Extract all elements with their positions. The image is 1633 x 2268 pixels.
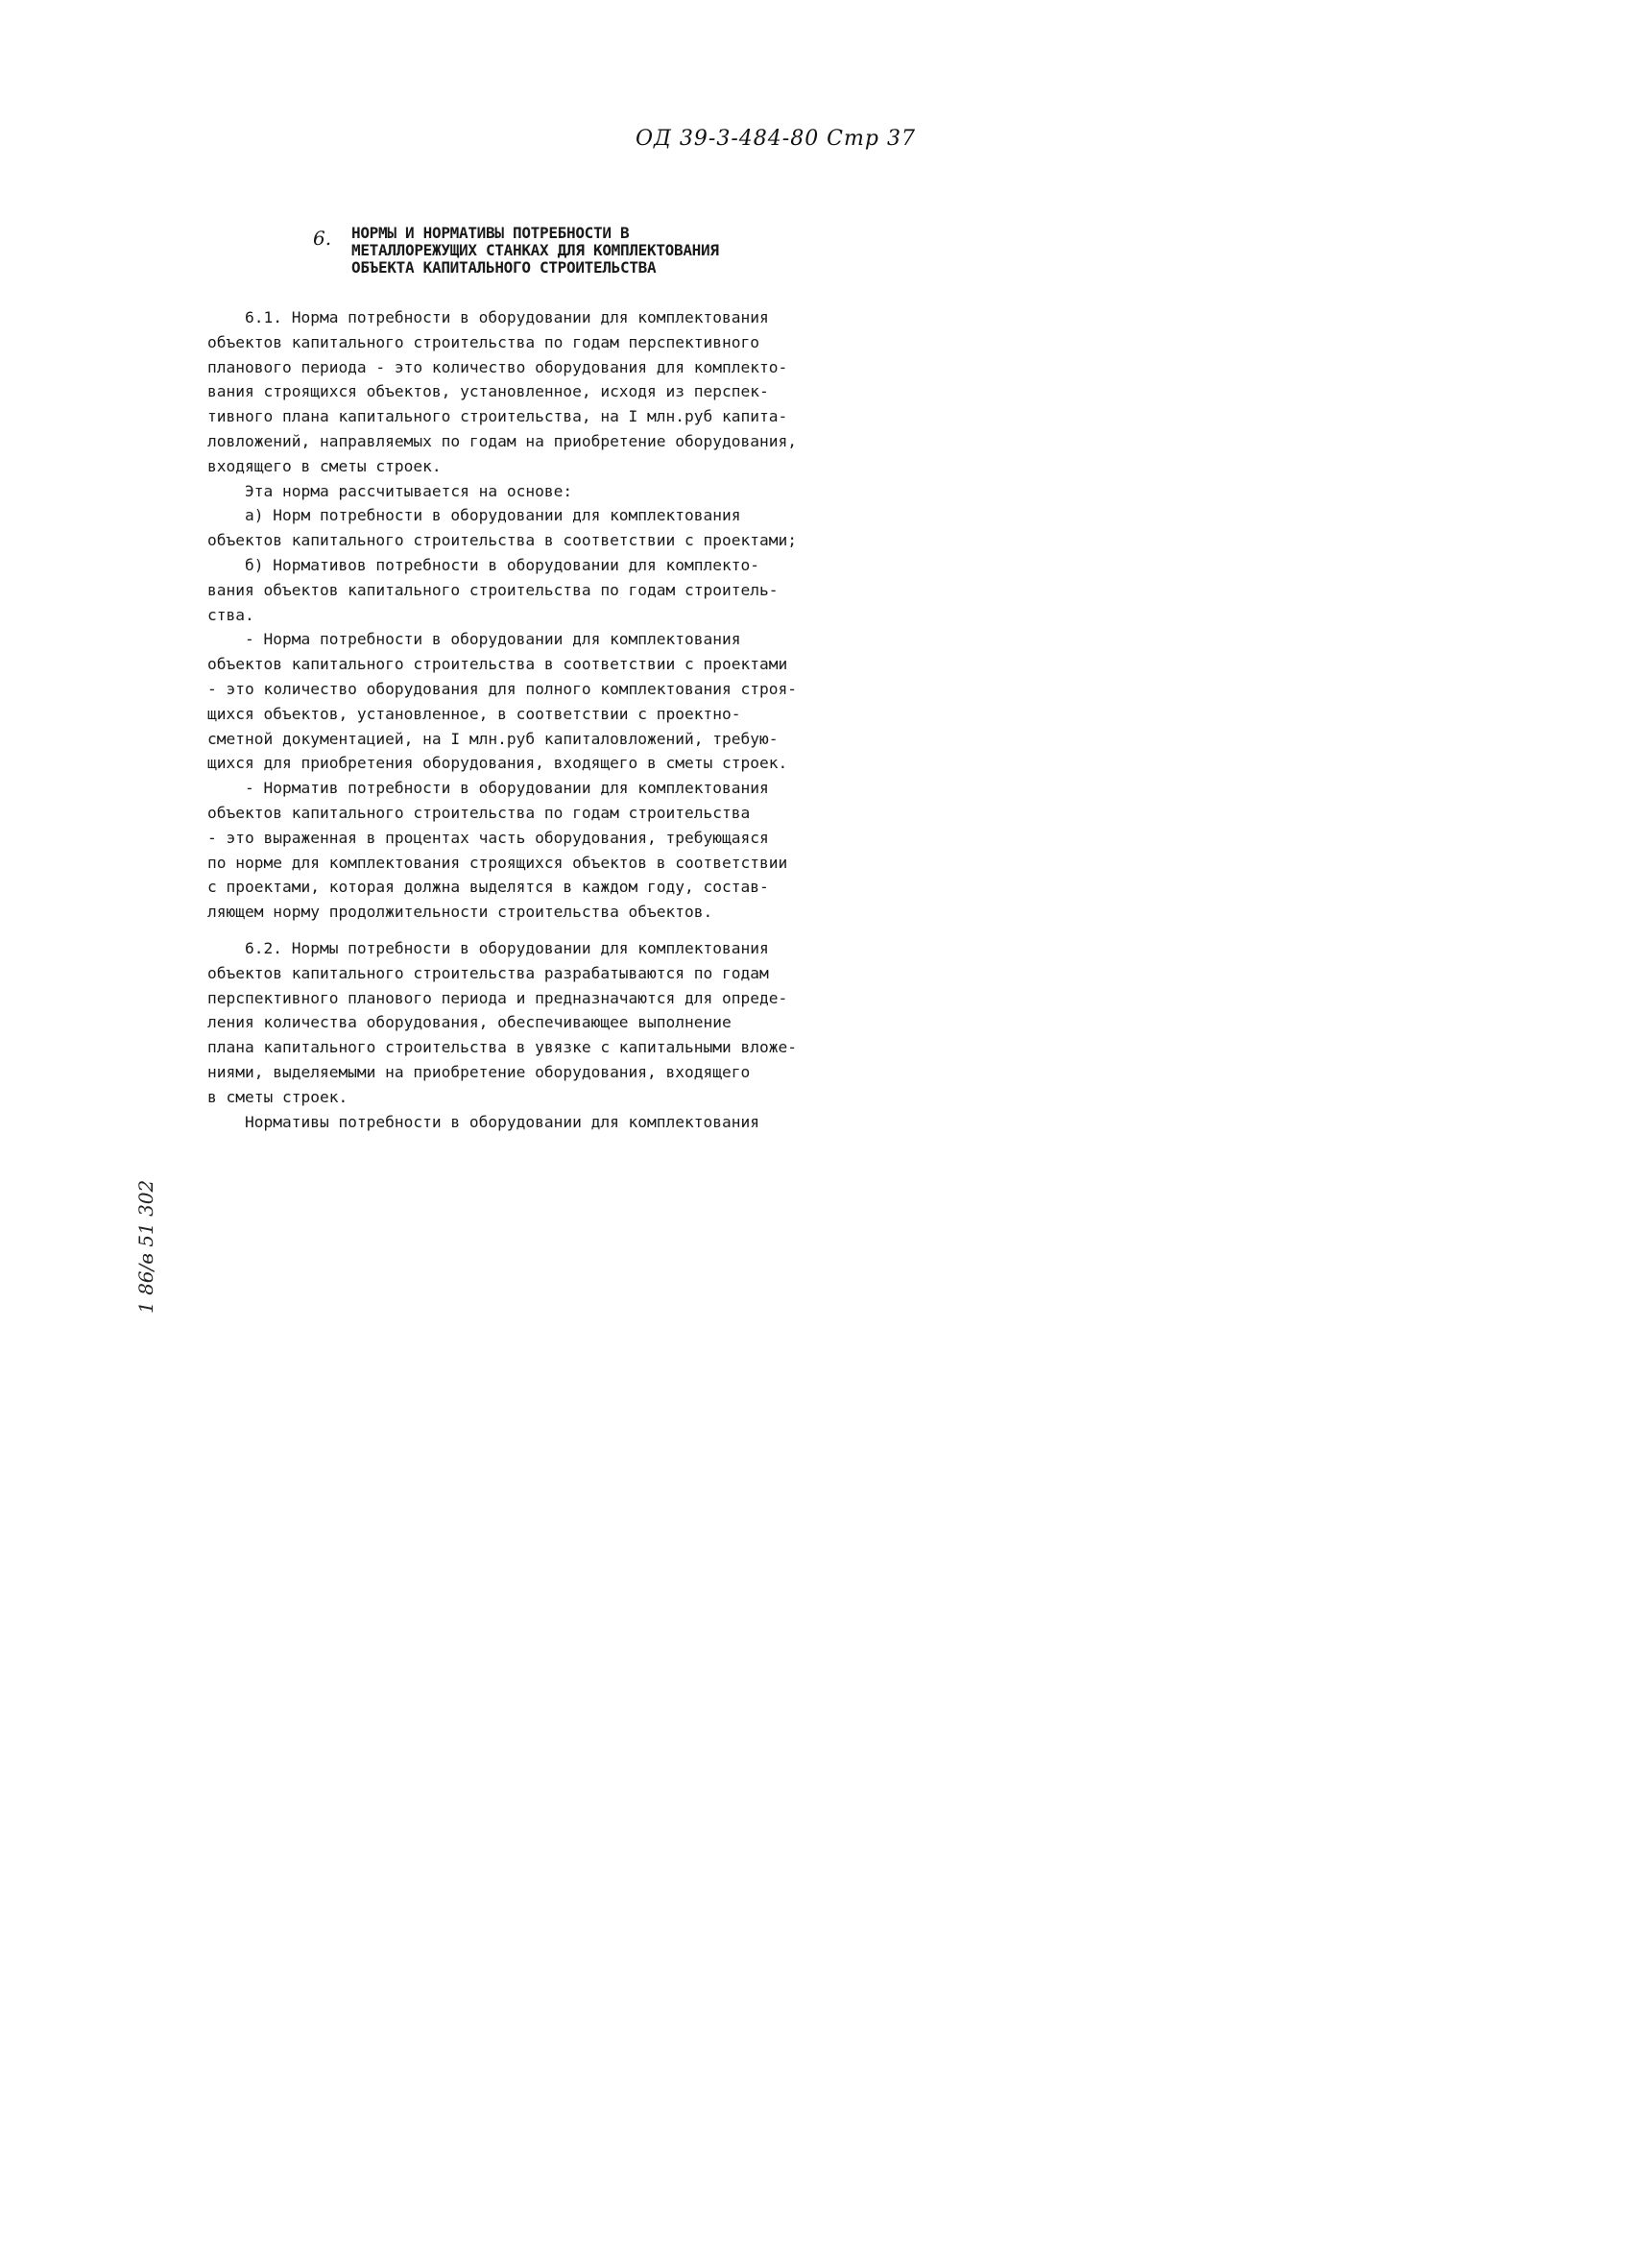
text-line: объектов капитального строительства в соответствии с проектами; [207, 531, 797, 550]
text-line: Нормативы потребности в оборудовании для комплектования [207, 1112, 759, 1131]
text-line: - это количество оборудования для полного комплектования строя- [207, 679, 797, 698]
text-line: по норме для комплектования строящихся объектов в соответствии [207, 853, 788, 872]
text-line: перспективного планового периода и предназначаются для опреде- [207, 988, 788, 1007]
heading-line: НОРМЫ И НОРМАТИВЫ ПОТРЕБНОСТИ В [351, 224, 630, 242]
text-line: - это выраженная в процентах часть оборудования, требующаяся [207, 828, 769, 847]
heading-line: МЕТАЛЛОРЕЖУЩИХ СТАНКАХ ДЛЯ КОМПЛЕКТОВАНИЯ [351, 241, 719, 259]
text-line: 6.1. Норма потребности в оборудовании для комплектования [207, 308, 769, 326]
text-line: а) Норм потребности в оборудовании для комплектования [207, 506, 741, 525]
text-line: - Норматив потребности в оборудовании для комплектования [207, 779, 769, 798]
text-line: плана капитального строительства в увязке с капитальными вложе- [207, 1038, 797, 1057]
text-line: планового периода - это количество оборудования для комплекто- [207, 357, 788, 376]
text-line: ства. [207, 605, 254, 624]
text-line: ления количества оборудования, обеспечивающее выполнение [207, 1013, 732, 1032]
text-line: объектов капитального строительства разрабатываются по годам [207, 963, 769, 982]
text-line: объектов капитального строительства в соответствии с проектами [207, 655, 788, 674]
text-line: 6.2. Нормы потребности в оборудовании для комплектования [207, 938, 769, 957]
text-line: объектов капитального строительства по годам строительства [207, 803, 751, 822]
margin-stamp: 1 86/в 51 302 [134, 1179, 157, 1314]
text-line: ляющем норму продолжительности строительства объектов. [207, 903, 713, 922]
text-line: в сметы строек. [207, 1087, 348, 1106]
section-number: 6. [313, 227, 332, 250]
paragraph-6-2 [207, 936, 918, 1134]
text-line: вания объектов капитального строительства по годам строитель- [207, 580, 779, 599]
text-line: с проектами, которая должна выделятся в каждом году, состав- [207, 878, 769, 897]
body-text [207, 305, 918, 1134]
text-line: ниями, выделяемыми на приобретение оборудования, входящего [207, 1062, 751, 1081]
heading-line: ОБЪЕКТА КАПИТАЛЬНОГО СТРОИТЕЛЬСТВА [351, 258, 657, 277]
text-line: входящего в сметы строек. [207, 456, 442, 475]
document-code-header: ОД 39-3-484-80 Стр 37 [636, 127, 916, 151]
text-line: б) Нормативов потребности в оборудовании для комплекто- [207, 555, 759, 574]
text-line: объектов капитального строительства по годам перспективного [207, 332, 759, 351]
text-line: Эта норма рассчитывается на основе: [207, 481, 573, 500]
text-line: щихся объектов, установленное, в соответствии с проектно- [207, 704, 741, 723]
text-line: тивного плана капитального строительства, на I млн.руб капита- [207, 407, 788, 426]
text-line: щихся для приобретения оборудования, входящего в сметы строек. [207, 754, 788, 773]
text-line: сметной документацией, на I млн.руб капиталовложений, требую- [207, 729, 779, 748]
paragraph-6-1 [207, 305, 918, 925]
text-line: - Норма потребности в оборудовании для комплектования [207, 630, 741, 649]
text-line: вания строящихся объектов, установленное, исходя из перспек- [207, 382, 769, 401]
section-heading [351, 225, 851, 277]
text-line: ловложений, направляемых по годам на приобретение оборудования, [207, 431, 797, 450]
